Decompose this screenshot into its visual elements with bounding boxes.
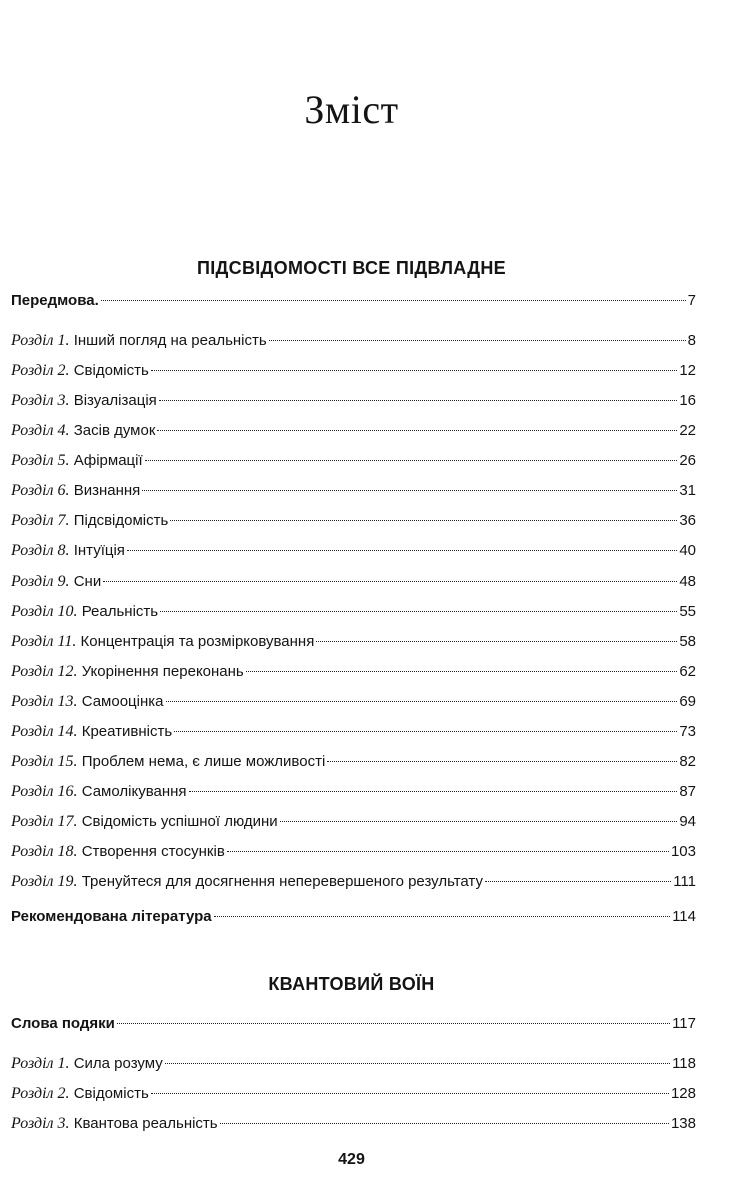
page-reference: 94 <box>679 813 696 830</box>
chapter-prefix: Розділ 14. <box>11 723 78 740</box>
chapter-title: Інший погляд на реальність <box>73 332 267 349</box>
toc-entry <box>11 871 696 895</box>
chapter-title: Укорінення переконань <box>81 663 244 680</box>
dot-leader <box>101 300 686 301</box>
dot-leader <box>246 671 678 672</box>
dot-leader <box>214 916 670 917</box>
page-reference: 36 <box>679 512 696 529</box>
toc-entry <box>11 691 696 715</box>
page-reference: 128 <box>670 1085 696 1102</box>
chapter-title: Інтуїція <box>73 542 125 559</box>
toc-entry <box>11 290 696 314</box>
toc-entry <box>11 841 696 865</box>
toc-entry <box>11 480 696 504</box>
dot-leader <box>103 581 677 582</box>
toc-entry-label <box>11 510 168 532</box>
chapter-prefix: Розділ 8. <box>11 542 70 559</box>
toc-entry-label <box>11 420 155 442</box>
chapter-title: Передмова. <box>11 292 99 309</box>
toc-entry <box>11 390 696 414</box>
toc-entry-label <box>11 330 267 352</box>
chapter-prefix: Розділ 17. <box>11 813 78 830</box>
toc-entry <box>11 751 696 775</box>
dot-leader <box>280 821 678 822</box>
toc-entry <box>11 360 696 384</box>
toc-entry <box>11 631 696 655</box>
page-number: 429 <box>338 1151 365 1168</box>
dot-leader <box>165 1063 670 1064</box>
dot-leader <box>174 731 677 732</box>
page-reference: 7 <box>687 292 696 309</box>
chapter-prefix: Розділ 7. <box>11 512 70 529</box>
chapter-title: Створення стосунків <box>81 843 225 860</box>
chapter-title: Афірмації <box>73 452 143 469</box>
dot-leader <box>117 1023 670 1024</box>
chapter-prefix: Розділ 2. <box>11 1085 70 1102</box>
chapter-prefix: Розділ 5. <box>11 452 70 469</box>
page-reference: 118 <box>672 1055 696 1072</box>
page-reference: 26 <box>679 452 696 469</box>
page-reference: 117 <box>672 1015 696 1032</box>
dot-leader <box>485 881 671 882</box>
page-reference: 62 <box>679 663 696 680</box>
chapter-title: Свідомість <box>73 362 149 379</box>
chapter-title: Визнання <box>73 482 141 499</box>
toc-entry-label <box>11 571 101 593</box>
chapter-prefix: Розділ 9. <box>11 573 70 590</box>
dot-leader <box>157 430 677 431</box>
page-reference: 111 <box>673 873 696 890</box>
toc-entry-label <box>11 841 225 863</box>
toc-entry <box>11 1113 696 1137</box>
chapter-title: Самолікування <box>81 783 187 800</box>
page-reference: 8 <box>687 332 696 349</box>
toc-entry <box>11 1083 696 1107</box>
toc-entry-label <box>11 906 212 928</box>
chapter-prefix: Розділ 15. <box>11 753 78 770</box>
toc-entry-label <box>11 811 278 833</box>
page-reference: 40 <box>679 542 696 559</box>
chapter-title: Реальність <box>81 603 159 620</box>
toc-entry-label <box>11 360 149 382</box>
toc-entry-label <box>11 751 325 773</box>
chapter-title: Засів думок <box>73 422 156 439</box>
toc-entry-label <box>11 450 143 472</box>
dot-leader <box>160 611 677 612</box>
dot-leader <box>316 641 677 642</box>
chapter-prefix: Розділ 19. <box>11 873 78 890</box>
page-title: Зміст <box>304 87 399 132</box>
chapter-title: Креативність <box>81 723 173 740</box>
page-reference: 16 <box>679 392 696 409</box>
chapter-title: Проблем нема, є лише можливості <box>81 753 326 770</box>
page-reference: 55 <box>679 603 696 620</box>
toc-entry <box>11 1053 696 1077</box>
toc-entry-label <box>11 691 164 713</box>
chapter-prefix: Розділ 1. <box>11 1055 70 1072</box>
chapter-prefix: Розділ 2. <box>11 362 70 379</box>
chapter-prefix: Розділ 13. <box>11 693 78 710</box>
toc-entry-label <box>11 721 172 743</box>
toc-entry <box>11 811 696 835</box>
dot-leader <box>170 520 677 521</box>
chapter-title: Сни <box>73 573 102 590</box>
chapter-prefix: Розділ 1. <box>11 332 70 349</box>
dot-leader <box>166 701 678 702</box>
dot-leader <box>145 460 678 461</box>
chapter-title: Свідомість успішної людини <box>81 813 278 830</box>
toc-entry-label <box>11 540 125 562</box>
dot-leader <box>189 791 678 792</box>
toc-entry-label <box>11 631 314 653</box>
chapter-title: Сила розуму <box>73 1055 163 1072</box>
page-reference: 138 <box>670 1115 696 1132</box>
toc-entry-label <box>11 781 187 803</box>
toc-entry-label <box>11 1113 218 1135</box>
toc-entry <box>11 450 696 474</box>
dot-leader <box>127 550 677 551</box>
toc-entry <box>11 571 696 595</box>
section-heading-2: КВАНТОВИЙ ВОЇН <box>268 974 435 994</box>
toc-entry-label <box>11 1013 115 1035</box>
chapter-title: Рекомендована література <box>11 908 212 925</box>
chapter-prefix: Розділ 4. <box>11 422 70 439</box>
toc-entry-label <box>11 1053 163 1075</box>
toc-entry-label <box>11 601 158 623</box>
dot-leader <box>269 340 686 341</box>
page-reference: 22 <box>679 422 696 439</box>
chapter-title: Візуалізація <box>73 392 157 409</box>
toc-entry <box>11 420 696 444</box>
chapter-prefix: Розділ 10. <box>11 603 78 620</box>
chapter-prefix: Розділ 12. <box>11 663 78 680</box>
toc-entry <box>11 1013 696 1037</box>
toc-entry <box>11 781 696 805</box>
dot-leader <box>227 851 669 852</box>
page-reference: 103 <box>670 843 696 860</box>
toc-entry <box>11 601 696 625</box>
toc-entry <box>11 661 696 685</box>
chapter-prefix: Розділ 11. <box>11 633 77 650</box>
page-reference: 69 <box>679 693 696 710</box>
chapter-title: Концентрація та розмірковування <box>80 633 315 650</box>
chapter-title: Квантова реальність <box>73 1115 218 1132</box>
page-reference: 114 <box>672 908 696 925</box>
page-reference: 31 <box>679 482 696 499</box>
chapter-title: Тренуйтеся для досягнення неперевершеного результату <box>81 873 483 890</box>
toc-entry <box>11 510 696 534</box>
toc-entry <box>11 330 696 354</box>
page-reference: 82 <box>679 753 696 770</box>
page-reference: 48 <box>679 573 696 590</box>
chapter-title: Самооцінка <box>81 693 164 710</box>
chapter-prefix: Розділ 16. <box>11 783 78 800</box>
toc-entry-label <box>11 1083 149 1105</box>
toc-entry-label <box>11 480 140 502</box>
section-heading-1: ПІДСВІДОМОСТІ ВСЕ ПІДВЛАДНЕ <box>197 258 506 278</box>
toc-entry <box>11 906 696 930</box>
chapter-prefix: Розділ 18. <box>11 843 78 860</box>
toc-entry <box>11 721 696 745</box>
chapter-prefix: Розділ 6. <box>11 482 70 499</box>
toc-entry-label <box>11 290 99 312</box>
dot-leader <box>159 400 678 401</box>
chapter-title: Свідомість <box>73 1085 149 1102</box>
page-reference: 87 <box>679 783 696 800</box>
chapter-prefix: Розділ 3. <box>11 392 70 409</box>
dot-leader <box>327 761 677 762</box>
dot-leader <box>142 490 677 491</box>
chapter-title: Підсвідомість <box>73 512 169 529</box>
toc-entry-label <box>11 871 483 893</box>
dot-leader <box>220 1123 669 1124</box>
page-reference: 58 <box>679 633 696 650</box>
dot-leader <box>151 1093 669 1094</box>
page-reference: 12 <box>679 362 696 379</box>
toc-entry <box>11 540 696 564</box>
chapter-prefix: Розділ 3. <box>11 1115 70 1132</box>
toc-entry-label <box>11 390 157 412</box>
page-reference: 73 <box>679 723 696 740</box>
chapter-title: Слова подяки <box>11 1015 115 1032</box>
toc-entry-label <box>11 661 244 683</box>
dot-leader <box>151 370 678 371</box>
